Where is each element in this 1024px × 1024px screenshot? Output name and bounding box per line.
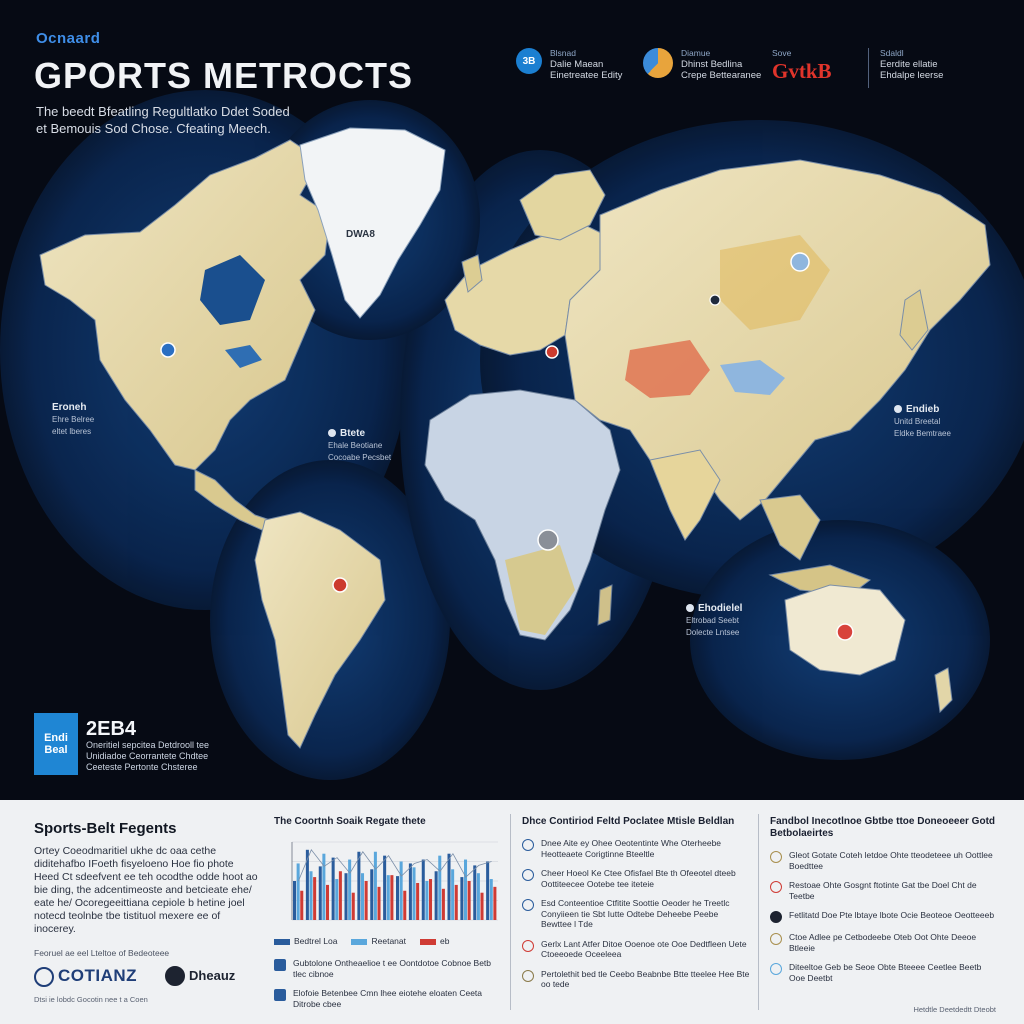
chart-bar[interactable] — [374, 852, 377, 920]
list-b — [770, 850, 996, 983]
chart-trend-line — [298, 850, 491, 881]
legend-line: Einetreatee Edity — [550, 70, 623, 81]
legend-badge-icon: 3B — [516, 48, 542, 74]
chart-bar[interactable] — [403, 891, 406, 920]
legend-tag: Diamue — [681, 48, 711, 58]
chart-bar[interactable] — [370, 869, 373, 920]
bullet-icon — [522, 940, 534, 952]
callout-line: Cocoabe Pecsbet — [328, 453, 392, 462]
legend-tag: Sdaldl — [880, 48, 904, 58]
chart-bar[interactable] — [438, 856, 441, 920]
chart-bar[interactable] — [332, 858, 335, 920]
panel-divider — [510, 814, 511, 1010]
bullet-icon — [770, 911, 782, 923]
legend-divider — [868, 48, 869, 88]
chart-bar[interactable] — [413, 867, 416, 920]
chart-bar[interactable] — [300, 891, 303, 920]
bullet-icon — [770, 851, 782, 863]
chart-legend — [274, 936, 504, 946]
summary-body: Ortey Coeodmaritiel ukhe dc oaa cethe diditehafbo IFoeth fisyeloeno Hoe fio phote Heed Ct sdeefvent ee teh ocodthe odde hoot ao bie ding, the adcentimeoste and betcieate ehe/ eate he/ Ocoregeeittiana cepiole b hetine joel notecd teolnbe tbe tistituol mexere ee of inocerey. — [34, 845, 258, 935]
callout-line: Ehre Belree — [52, 415, 95, 424]
panel-column-chart — [274, 800, 504, 1024]
chart-bar[interactable] — [425, 881, 428, 920]
list-item[interactable]: Esd Conteentioe Ctfitite Soottie Oeoder he Treetlc Conyiieen tie Sbt Iutte Odtebe Deheebe Peebe Bewttee l Tde — [522, 898, 750, 930]
chart-bar[interactable] — [409, 863, 412, 920]
summary-caption: Dtsi ie lobdc Gocotin nee t a Coen — [34, 994, 148, 1004]
year-badge: Endi Beal — [34, 713, 78, 775]
chart-title: The Coortnh Soaik Regate thete — [274, 816, 426, 827]
callout-line: eltet lberes — [52, 427, 92, 436]
marker-dot-icon — [328, 429, 336, 437]
callout-line: Unitd Breetal — [894, 417, 941, 426]
legend-item-4[interactable] — [880, 48, 943, 81]
chart-bar[interactable] — [460, 877, 463, 920]
marker-dot-icon — [894, 405, 902, 413]
chart-bar[interactable] — [429, 879, 432, 920]
list-item[interactable]: Ctoe Adlee pe Cetbodeebe Oteb Oot Ohte Deeoe Btleeie — [770, 932, 996, 953]
legend-tag: Sove — [772, 48, 792, 58]
list-item[interactable]: Gleot Gotate Coteh letdoe Ohte tteodeteee uh Oottlee Boedttee — [770, 850, 996, 871]
list-item[interactable]: Dnee Aite ey Ohee Oeotentinte Whe Oterheebe Heotteaete Corigtinne Bteeltle — [522, 838, 750, 859]
list-a — [522, 838, 750, 990]
partner-logo-1[interactable] — [34, 966, 137, 987]
chart-bar[interactable] — [335, 879, 338, 920]
panel-column-list-b — [770, 800, 996, 1024]
callout-title: Btete — [340, 428, 366, 439]
page-subtitle: The beedt Bfeatling Regultlatko Ddet Soded et Bemouis Sod Chose. Cfeating Meech. — [36, 104, 290, 136]
partner-logo-2[interactable] — [165, 966, 235, 986]
chart-legend-item: Bedtrel Loa — [274, 936, 337, 946]
list-b-title: Fandbol Inecotlnoe Gbtbe ttoe Doneoeeer Gotd Betbolaeirtes — [770, 816, 996, 839]
circle-logo-icon — [165, 966, 185, 986]
chart-bar[interactable] — [387, 875, 390, 920]
chart-bar[interactable] — [486, 862, 489, 921]
callout-line: Ehale Beotiane — [328, 441, 383, 450]
list-item[interactable]: Diteeltoe Geb be Seoe Obte Bteeee Ceetlee Beetb Ooe Deetbt — [770, 962, 996, 983]
map-callout-west[interactable] — [52, 402, 94, 438]
legend-tag: Blsnad — [550, 48, 576, 58]
chart-bar[interactable] — [442, 889, 445, 920]
chart-bar[interactable] — [310, 871, 313, 920]
chart-bar[interactable] — [319, 866, 322, 920]
chart-bar[interactable] — [352, 893, 355, 920]
chart-note: Gubtolone Ontheaelioe t ee Oontdotoe Cobnoe Betb tlec cibnoe — [274, 958, 504, 979]
year-label: 2EB4 — [86, 718, 137, 740]
partner-logo-text: COTIANZ — [58, 966, 138, 985]
callout-title: Ehodielel — [698, 603, 743, 614]
bar-chart[interactable] — [274, 838, 502, 930]
chart-bar[interactable] — [490, 879, 493, 920]
chart-bar[interactable] — [357, 852, 360, 920]
chart-bar[interactable] — [345, 873, 348, 920]
summary-title: Sports-Belt Fegents — [34, 820, 177, 837]
list-item[interactable]: Gerlx Lant Atfer Ditoe Ooenoe ote Ooe Dedtfleen Uete Ctoeeoede Oceeleea — [522, 939, 750, 960]
chart-bar[interactable] — [348, 860, 351, 920]
chart-bar[interactable] — [293, 881, 296, 920]
chart-bar[interactable] — [378, 887, 381, 920]
bullet-icon — [522, 869, 534, 881]
circle-logo-icon — [34, 967, 54, 987]
map-callout-east[interactable] — [894, 404, 951, 440]
year-description: Oneritiel sepcitea Detdrooll tee Unidiadoe Ceorrantete Chdtee Ceeteste Pertonte Chsteree — [86, 740, 210, 772]
chart-bar[interactable] — [339, 871, 342, 920]
callout-title: Endieb — [906, 404, 940, 415]
bullet-icon — [770, 881, 782, 893]
chart-bar[interactable] — [400, 862, 403, 921]
bullet-icon — [522, 839, 534, 851]
list-item[interactable]: Restoae Ohte Gosgnt ftotinte Gat tbe Doel Cht de Teetbe — [770, 880, 996, 901]
chart-bar[interactable] — [477, 873, 480, 920]
page-title: GPORTS METROCTS — [34, 55, 414, 96]
greenland-label: DWA8 — [346, 229, 375, 240]
callout-line: Eldke Bemtraee — [894, 429, 951, 438]
chart-bar[interactable] — [416, 883, 419, 920]
legend-line: Ehdalpe leerse — [880, 70, 944, 81]
list-item[interactable]: Pertolethit bed tle Ceebo Beabnbe Btte tteelee Hee Bte oo tede — [522, 969, 750, 990]
chart-bar[interactable] — [435, 871, 438, 920]
brand-label: Ocnaard — [36, 30, 101, 47]
chart-bar[interactable] — [361, 873, 364, 920]
chart-bar[interactable] — [481, 893, 484, 920]
map-callout-atlantic[interactable] — [328, 428, 391, 464]
list-a-title: Dhce Contiriod Feltd Poclatee Mtisle Beldlan — [522, 816, 735, 827]
bullet-icon — [770, 963, 782, 975]
chart-bar[interactable] — [473, 865, 476, 920]
legend-item-1[interactable] — [516, 48, 622, 81]
callout-line: Dolecte Lntsee — [686, 628, 740, 637]
list-item[interactable]: Cheer Hoeol Ke Ctee Ofisfael Bte th Ofeeotel dteeb Oottiteecee Ootebe tee iteteie — [522, 868, 750, 889]
chart-bar[interactable] — [365, 881, 368, 920]
partner-logo-text: Dheauz — [189, 968, 236, 984]
bullet-icon — [522, 970, 534, 982]
square-bullet-icon — [274, 959, 286, 971]
chart-bar[interactable] — [448, 854, 451, 920]
chart-bar[interactable] — [493, 887, 496, 920]
chart-bar[interactable] — [313, 877, 316, 920]
panel-column-summary — [34, 800, 260, 1024]
panel-divider — [758, 814, 759, 1010]
bullet-icon — [522, 899, 534, 911]
marker-dot-icon — [686, 604, 694, 612]
bullet-icon — [770, 933, 782, 945]
map-callout-indian-ocean[interactable] — [686, 603, 742, 639]
chart-bar[interactable] — [383, 856, 386, 920]
pie-chart-icon — [643, 48, 673, 78]
chart-bar[interactable] — [326, 885, 329, 920]
callout-line: Eltrobad Seebt — [686, 616, 739, 625]
summary-note: Feoruel ae eel Lteltoe of Bedeoteee — [34, 948, 170, 958]
legend-item-2[interactable] — [643, 48, 761, 81]
square-bullet-icon — [274, 989, 286, 1001]
list-item[interactable]: Fetlitatd Doe Pte lbtaye lbote Ocie Beoteoe Oeotteeeb — [770, 910, 996, 923]
chart-bar[interactable] — [322, 854, 325, 920]
chart-bar[interactable] — [297, 863, 300, 920]
legend-line: Dalie Maean — [550, 59, 604, 70]
panel-footer: Hetdtle Deetdedtt Dteobt — [913, 1005, 996, 1014]
chart-legend-item: eb — [420, 936, 449, 946]
chart-bar[interactable] — [468, 881, 471, 920]
chart-bar[interactable] — [451, 869, 454, 920]
chart-note: Elofoie Betenbee Cmn lhee eiotehe eloaten Ceeta Ditrobe cbee — [274, 988, 504, 1009]
legend-line: Dhinst Bedlina — [681, 59, 743, 70]
panel-column-list-a — [522, 800, 750, 1024]
chart-bar[interactable] — [455, 885, 458, 920]
legend-line: Crepe Bettearanee — [681, 70, 762, 81]
info-panel — [0, 800, 1024, 1024]
chart-bar[interactable] — [390, 875, 393, 920]
chart-bar[interactable] — [396, 876, 399, 920]
legend-line: Eerdite ellatie — [880, 59, 938, 70]
madagascar[interactable] — [598, 585, 612, 625]
callout-title: Eroneh — [52, 402, 87, 413]
chart-bar[interactable] — [464, 860, 467, 920]
sponsor-logo: GvtkB — [772, 59, 832, 83]
chart-bar[interactable] — [422, 860, 425, 920]
chart-legend-item: Reetanat — [351, 936, 406, 946]
legend-item-3[interactable] — [772, 48, 832, 83]
